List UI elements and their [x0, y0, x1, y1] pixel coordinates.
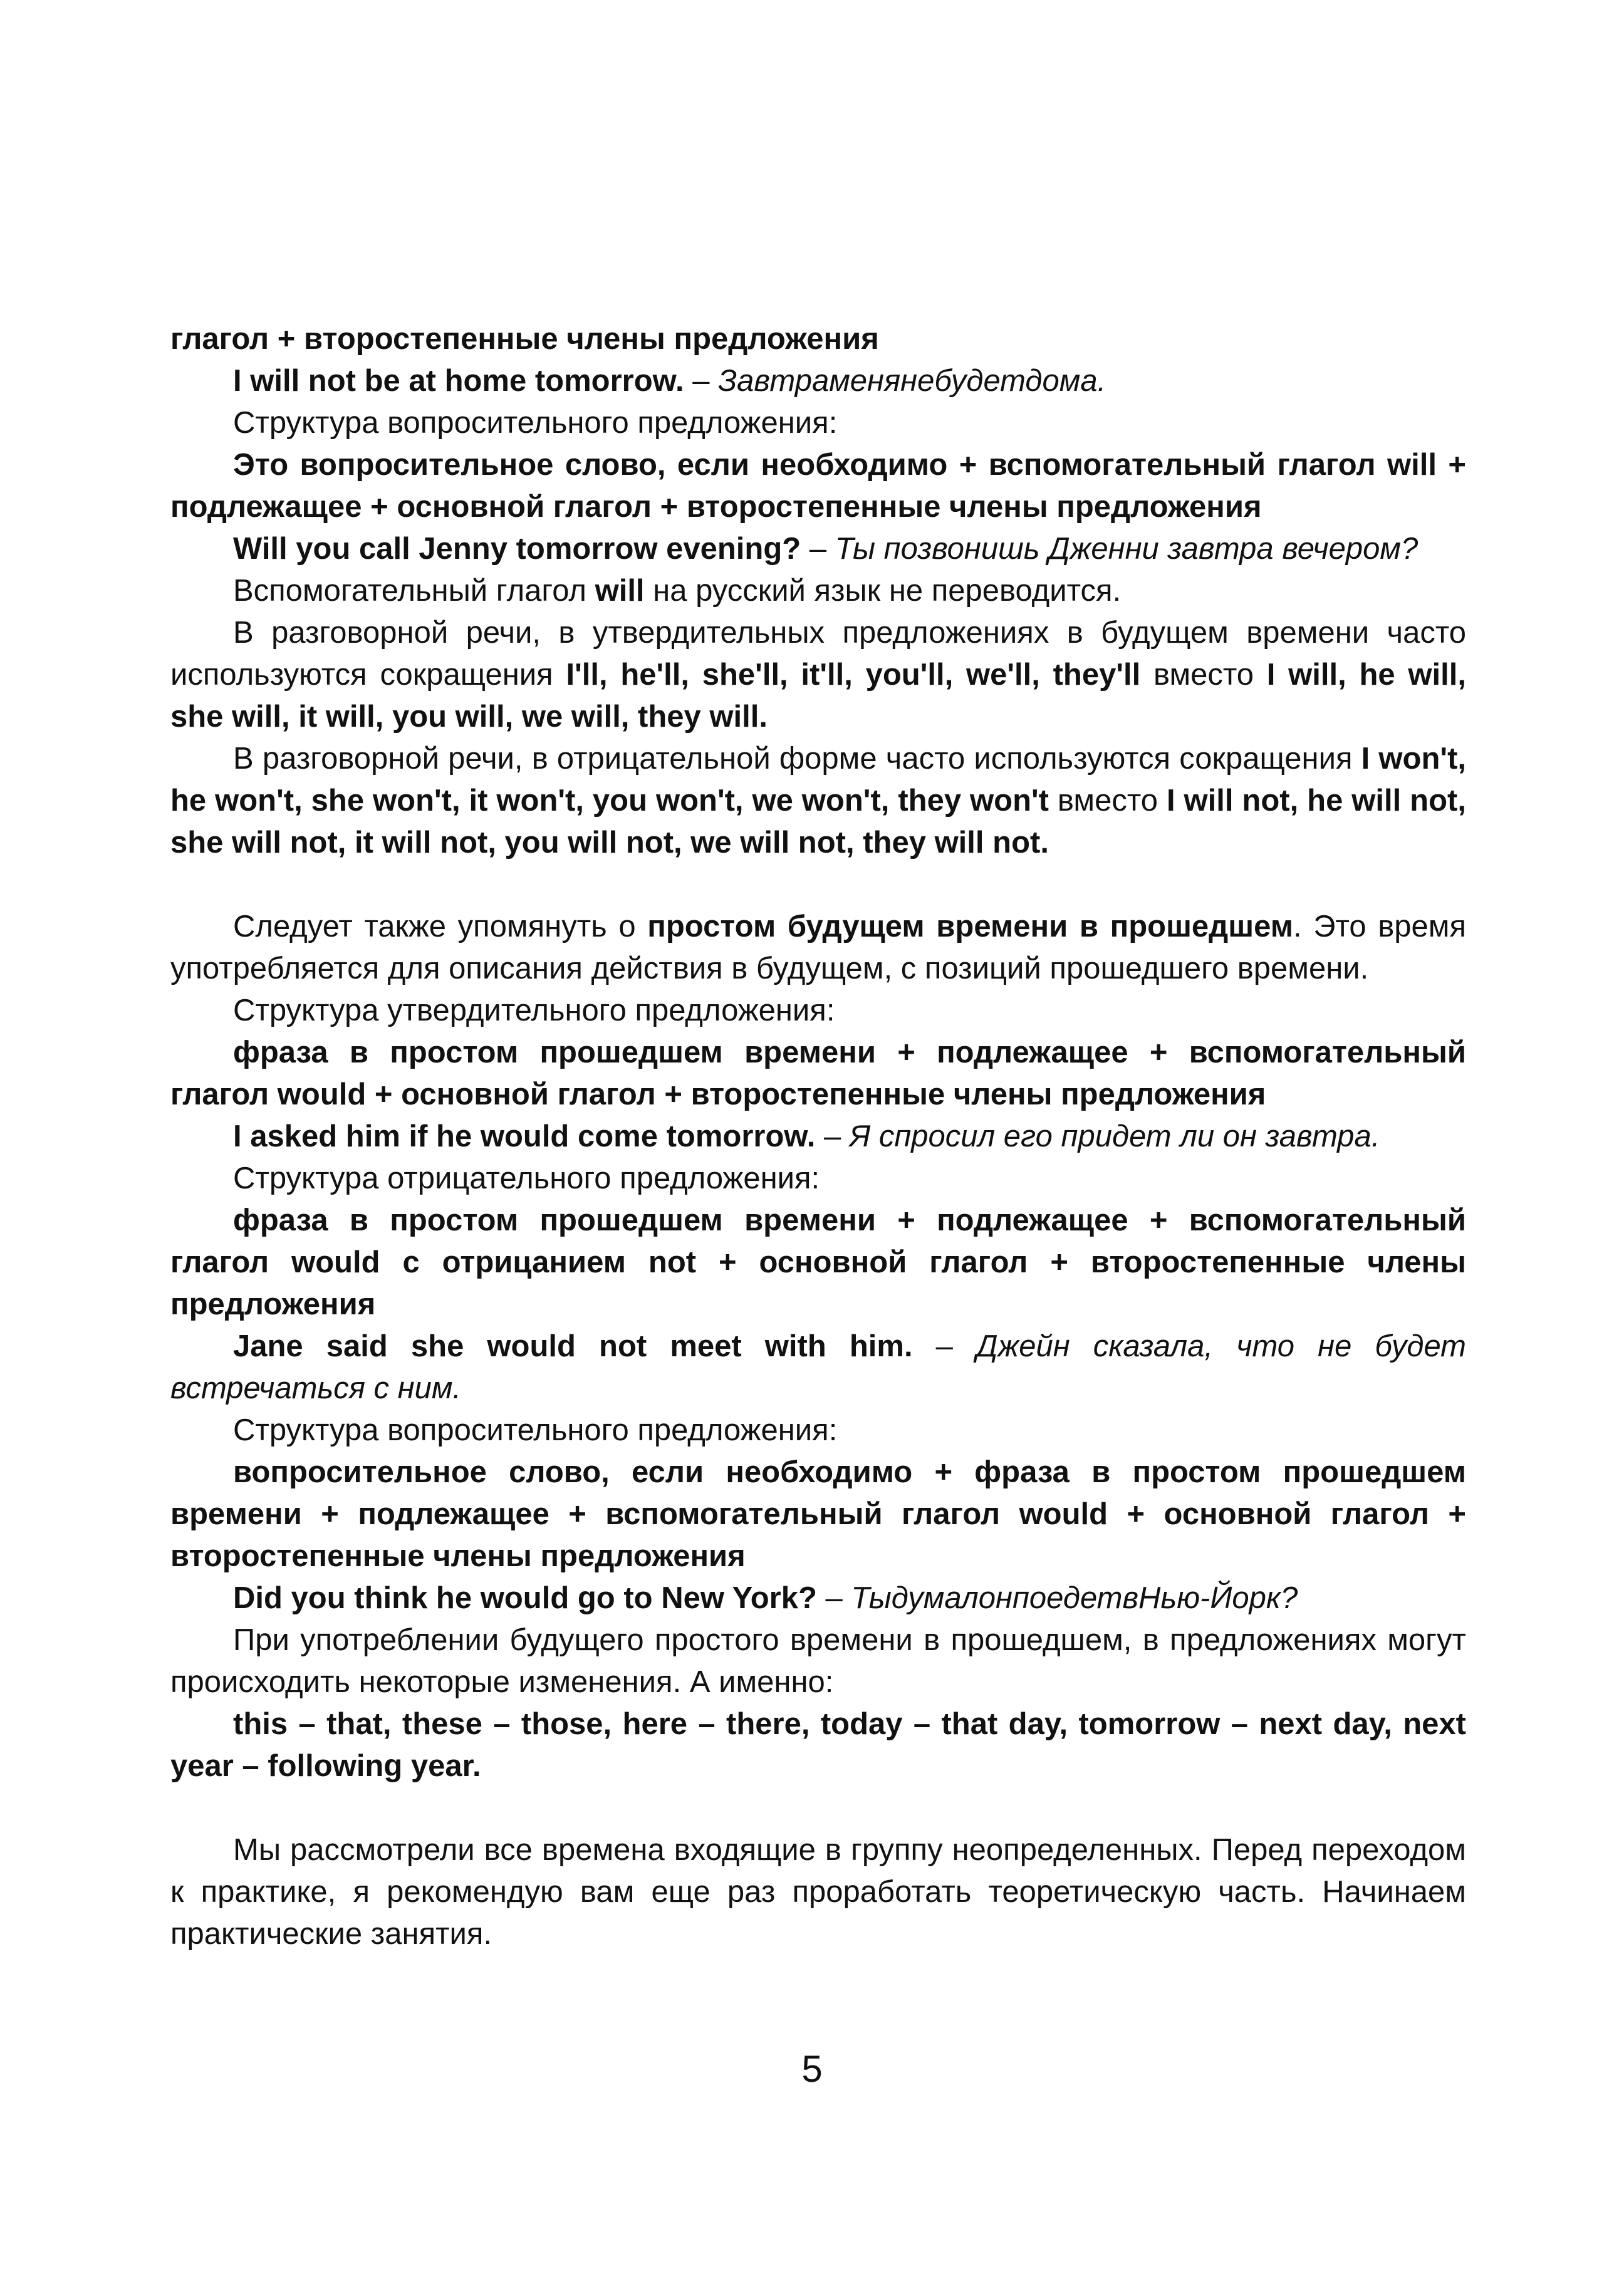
example-russian: Завтраменянебудетдома.: [718, 364, 1106, 398]
example-english: Jane said she would not meet with him.: [233, 1329, 913, 1363]
dash: –: [816, 1581, 851, 1615]
text: Вспомогательный глагол: [233, 574, 595, 608]
paragraph-future-in-past: [170, 906, 1466, 990]
example-sentence: [170, 1577, 1466, 1619]
page-number: 5: [801, 2048, 823, 2090]
text: В разговорной речи, в отрицательной форме часто используются сокращения: [233, 742, 1361, 776]
example-english: Did you think he would go to New York?: [233, 1581, 817, 1615]
text: Следует также упомянуть о: [233, 910, 648, 943]
paragraph-contractions-affirmative: [170, 612, 1466, 738]
example-sentence: [170, 1326, 1466, 1410]
full-forms-list: I will not, he will not, she will not, it will not, you will not, we will not, they will not.: [170, 784, 1466, 860]
example-russian: Я спросил его придет ли он завтра.: [849, 1119, 1380, 1153]
structure-label: Структура вопросительного предложения:: [233, 1413, 838, 1447]
page-body: [170, 318, 1466, 1955]
example-russian: Ты позвонишь Дженни завтра вечером?: [835, 532, 1418, 566]
dash: –: [912, 1329, 977, 1363]
full-forms-list: I will, he will, she will, it will, you will, we will, they will.: [170, 658, 1466, 734]
formula-line: глагол + второстепенные члены предложения: [170, 322, 879, 356]
closing-paragraph: Мы рассмотрели все времена входящие в группу неопределенных. Перед переходом к практике, я рекомендую вам еще раз проработать теоретическую часть. Начинаем практические занятия.: [170, 1833, 1466, 1951]
example-sentence: [170, 1116, 1466, 1158]
spacer: [170, 864, 1466, 906]
dash: –: [684, 364, 719, 398]
structure-formula: фраза в простом прошедшем времени + подлежащее + вспомогательный глагол would с отрицанием not + основной глагол + второстепенные члены предложения: [170, 1203, 1466, 1321]
example-russian: Джейн сказала, что не будет встречаться с ним.: [170, 1329, 1466, 1405]
example-english: Will you call Jenny tomorrow evening?: [233, 532, 801, 566]
contractions-list: I'll, he'll, she'll, it'll, you'll, we'll, they'll: [566, 658, 1141, 692]
paragraph: [170, 570, 1466, 612]
word-changes-list: this – that, these – those, here – there, today – that day, tomorrow – next day, next year – following year.: [170, 1707, 1466, 1783]
structure-formula: фраза в простом прошедшем времени + подлежащее + вспомогательный глагол would + основной глагол + второстепенные члены предложения: [170, 1036, 1466, 1111]
dash: –: [815, 1119, 850, 1153]
paragraph-changes: При употреблении будущего простого времени в прошедшем, в предложениях могут происходить некоторые изменения. А именно:: [170, 1623, 1466, 1699]
bold-term: will: [595, 574, 645, 608]
text: В разговорной речи, в утвердительных предложениях в будущем времени часто используются сокращения: [170, 616, 1466, 692]
example-english: I will not be at home tomorrow.: [233, 364, 684, 398]
paragraph-contractions-negative: [170, 738, 1466, 864]
spacer: [170, 1787, 1466, 1829]
text: . Это время употребляется для описания действия в будущем, с позиций прошедшего времени.: [170, 910, 1466, 985]
structure-formula: вопросительное слово, если необходимо + фраза в простом прошедшем времени + подлежащее + вспомогательный глагол would + основной глагол + второстепенные члены предложения: [170, 1455, 1466, 1573]
example-sentence: [170, 360, 1466, 402]
text: вместо: [1048, 784, 1167, 818]
example-english: I asked him if he would come tomorrow.: [233, 1119, 816, 1153]
example-russian: ТыдумалонпоедетвНью-Йорк?: [851, 1581, 1298, 1615]
structure-formula: Это вопросительное слово, если необходимо + вспомогательный глагол will + подлежащее + основной глагол + второстепенные члены предложения: [170, 448, 1466, 524]
bold-term: простом будущем времени в прошедшем: [647, 910, 1293, 943]
contractions-list: I won't, he won't, she won't, it won't, you won't, we won't, they won't: [170, 742, 1466, 818]
text: вместо: [1140, 658, 1267, 692]
structure-label: Структура утвердительного предложения:: [233, 994, 835, 1027]
structure-label: Структура вопросительного предложения:: [233, 406, 838, 440]
dash: –: [801, 532, 835, 566]
text: на русский язык не переводится.: [644, 574, 1122, 608]
example-sentence: [170, 528, 1466, 570]
structure-label: Структура отрицательного предложения:: [233, 1161, 820, 1195]
